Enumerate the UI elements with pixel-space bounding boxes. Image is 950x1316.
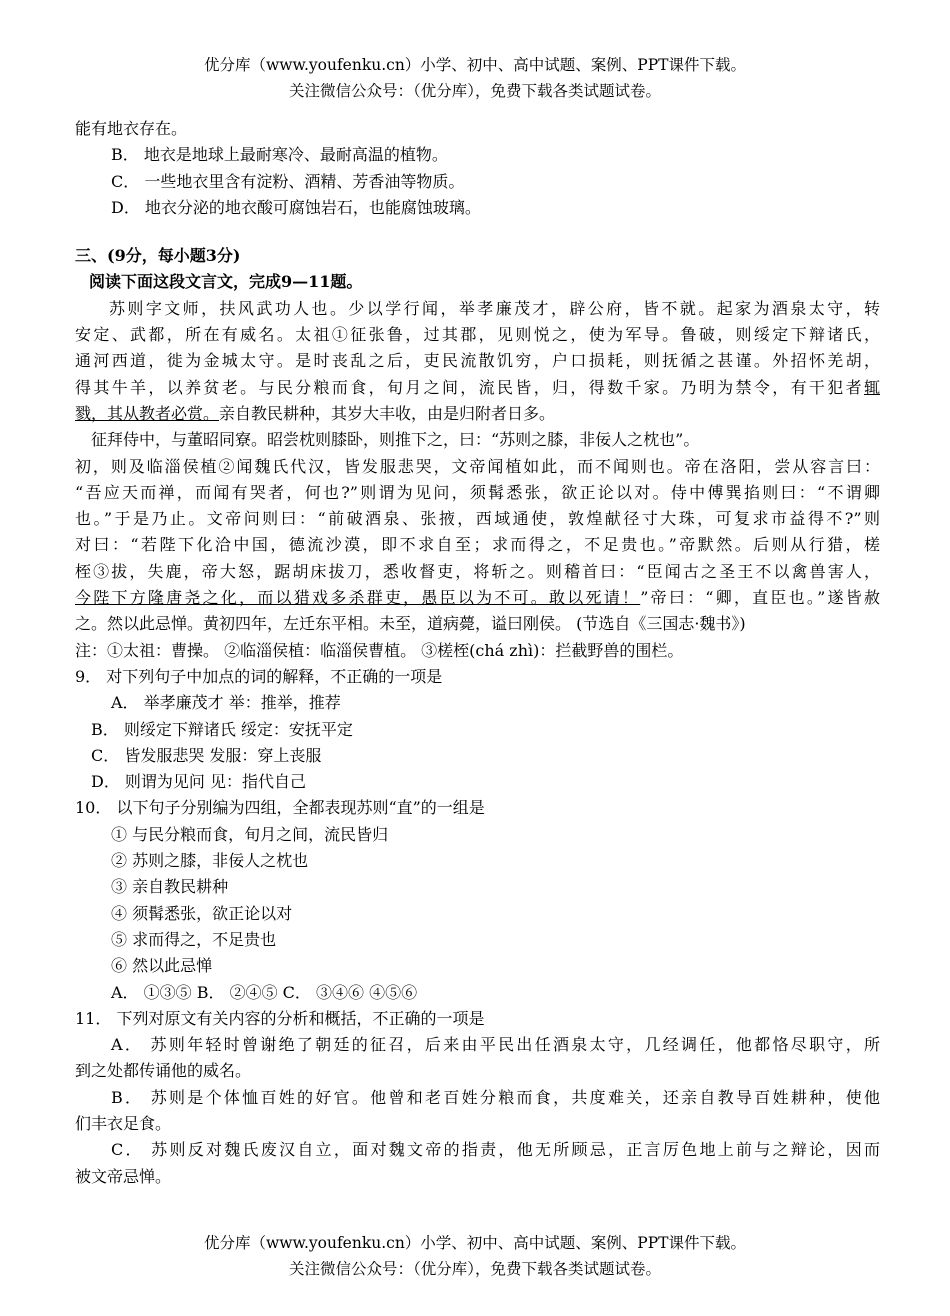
document-body xyxy=(75,116,880,1190)
question-11-option-b: B． 苏则是个体恤百姓的好官。他曾和老百姓分粮而食，共度难关，还亲自教导百姓耕种，使他 xyxy=(111,1087,880,1107)
question-11-option-b-cont: 们丰衣足食。 xyxy=(75,1113,172,1133)
question-9-option-d: D． 则谓为见问 见：指代自己 xyxy=(91,772,307,792)
question-10-stem: 10． 以下句子分别编为四组，全都表现苏则“直”的一组是 xyxy=(75,798,485,818)
passage-line xyxy=(75,375,880,401)
question-9-stem: 9． 对下列句子中加点的词的解释，不正确的一项是 xyxy=(75,666,443,686)
question-10-item: ⑥ 然以此忌惮 xyxy=(111,956,213,976)
section-gap xyxy=(75,221,880,243)
passage-line: “吾应天而禅，而闻有哭者，何也?”则谓为见问，须髯悉张，欲正论以对。侍中傅巽掐则曰：“不谓卿 xyxy=(75,482,880,502)
passage-line: 征拜侍中，与董昭同寮。昭尝枕则膝卧，则推下之，曰：“苏则之膝，非佞人之枕也”。 xyxy=(91,430,700,450)
underlined-phrase: 今陛下方隆唐尧之化，而以猎戏多杀群吏，愚臣以为不可。敢以死请！ xyxy=(75,588,641,608)
question-10-item: ① 与民分粮而食，旬月之间，流民皆归 xyxy=(111,824,389,844)
passage-line xyxy=(75,585,880,611)
section-instruction: 阅读下面这段文言文，完成9—11题。 xyxy=(89,272,363,292)
question-11-stem: 11． 下列对原文有关内容的分析和概括，不正确的一项是 xyxy=(75,1008,485,1028)
footer-line-2: 关注微信公众号：（优分库），免费下载各类试题试卷。 xyxy=(288,1260,661,1278)
prev-answer-continued: 能有地衣存在。 xyxy=(75,119,188,138)
passage-line: 之。然以此忌惮。黄初四年，左迁东平相。未至，道病薨，谥曰刚侯。 (节选自《三国志·魏书》) xyxy=(75,614,746,634)
passage-line: 也。”于是乃止。文帝问则曰：“前破酒泉、张掖，西域通使，敦煌献径寸大珠，可复求市益得不?”则 xyxy=(75,509,880,529)
passage-text: ”帝曰：“卿，直臣也。”遂皆赦 xyxy=(640,588,880,608)
passage-line: 桎③拔，失鹿，帝大怒，踞胡床拔刀，悉收督吏，将斩之。则稽首曰：“臣闻古之圣王不以禽兽害人， xyxy=(75,561,880,581)
passage-text: 亲自教民耕种，其岁大丰收，由是归附者日多。 xyxy=(219,403,556,423)
prev-option-d: D． 地衣分泌的地衣酸可腐蚀岩石，也能腐蚀玻璃。 xyxy=(111,197,481,217)
page-footer xyxy=(0,1230,950,1282)
passage-line xyxy=(75,401,880,427)
passage-notes: 注：①太祖：曹操。 ②临淄侯植：临淄侯曹植。 ③槎桎(chá zhì)：拦截野兽的围栏。 xyxy=(75,640,684,660)
question-10-item: ④ 须髯悉张，欲正论以对 xyxy=(111,903,293,923)
question-10-item: ② 苏则之膝，非佞人之枕也 xyxy=(111,851,309,871)
header-line-2: 关注微信公众号：（优分库），免费下载各类试题试卷。 xyxy=(288,82,661,100)
question-9-option-a: A． 举孝廉茂才 举：推举，推荐 xyxy=(111,693,341,713)
underlined-phrase: 辄 xyxy=(863,377,880,397)
passage-text: 得其牛羊，以养贫老。与民分粮而食，旬月之间，流民皆，归，得数千家。乃明为禁令，有干犯者 xyxy=(75,377,864,397)
question-10-item: ③ 亲自教民耕种 xyxy=(111,877,229,897)
prev-option-b: B． 地衣是地球上最耐寒冷、最耐高温的植物。 xyxy=(111,145,448,165)
question-11-option-c: C． 苏则反对魏氏废汉自立，面对魏文帝的指责，他无所顾忌，正言厉色地上前与之辩论，因而 xyxy=(111,1140,880,1160)
passage-line: 苏则字文师，扶风武功人也。少以学行闻，举孝廉茂才，辟公府，皆不就。起家为酒泉太守，转 xyxy=(109,298,880,318)
passage-line: 对曰：“若陛下化洽中国，德流沙漠，即不求自至；求而得之，不足贵也。”帝默然。后则从行猎，槎 xyxy=(75,535,880,555)
question-9-option-c: C． 皆发服悲哭 发服：穿上丧服 xyxy=(91,745,322,765)
page-header xyxy=(0,52,950,104)
question-9-option-b: B． 则绥定下辩诸氏 绥定：安抚平定 xyxy=(91,719,353,739)
section-title: 三、(9分，每小题3分) xyxy=(75,246,241,266)
question-11-option-a: A． 苏则年轻时曾谢绝了朝廷的征召，后来由平民出任酒泉太守，几经调任，他都恪尽职守，所 xyxy=(111,1035,880,1055)
question-11-option-a-cont: 到之处都传诵他的威名。 xyxy=(75,1061,252,1081)
question-10-options: A． ①③⑤ B． ②④⑤ C． ③④⑥ ④⑤⑥ xyxy=(111,982,418,1002)
passage-line: 通河西道，徙为金城太守。是时丧乱之后，吏民流散饥穷，户口损耗，则抚循之甚谨。外招怀羌胡， xyxy=(75,351,880,371)
passage-line: 初，则及临淄侯植②闻魏氏代汉，皆发服悲哭，文帝闻植如此，而不闻则也。帝在洛阳，尝从容言曰： xyxy=(75,456,880,476)
classical-passage xyxy=(75,296,880,638)
prev-option-c: C． 一些地衣里含有淀粉、酒精、芳香油等物质。 xyxy=(111,171,465,191)
header-line-1: 优分库（www.youfenku.cn）小学、初中、高中试题、案例、PPT课件下载。 xyxy=(203,56,747,74)
question-11-option-c-cont: 被文帝忌惮。 xyxy=(75,1166,172,1186)
underlined-phrase: 戮，其从教者必赏。 xyxy=(75,403,220,423)
question-10-item: ⑤ 求而得之，不足贵也 xyxy=(111,929,277,949)
footer-line-1: 优分库（www.youfenku.cn）小学、初中、高中试题、案例、PPT课件下载。 xyxy=(203,1234,747,1252)
passage-line: 安定、武都，所在有威名。太祖①征张鲁，过其郡，见则悦之，使为军导。鲁破，则绥定下辩诸氏， xyxy=(75,325,880,345)
